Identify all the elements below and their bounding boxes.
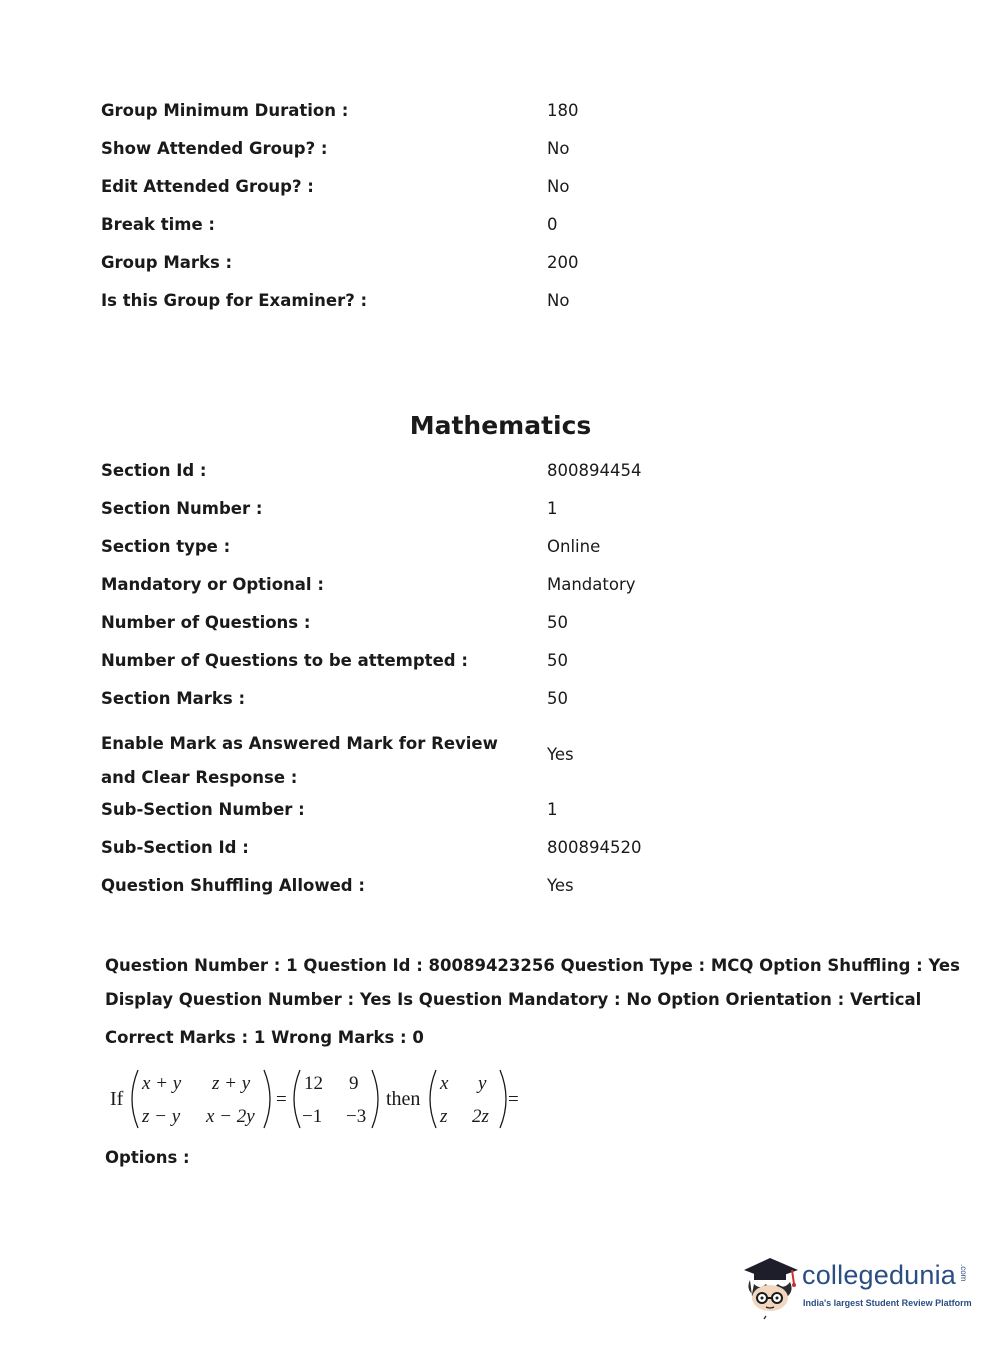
matrix2-right-paren (372, 1070, 378, 1128)
field-value: 180 (547, 101, 579, 120)
field-label: Section Id : (101, 461, 207, 480)
field-value: 50 (547, 689, 568, 708)
matrix2-cell: −1 (302, 1106, 323, 1127)
field-label: Number of Questions : (101, 613, 311, 632)
group-info-row (101, 138, 901, 176)
matrix3-cell: 2z (472, 1106, 489, 1127)
matrix3-left-paren (430, 1070, 436, 1128)
math-if-text: If (110, 1088, 124, 1110)
section-field-row (101, 612, 901, 650)
field-value: 1 (547, 800, 558, 819)
field-value: No (547, 177, 570, 196)
question-math-expression (106, 1064, 526, 1134)
student-mascot-icon (740, 1250, 802, 1320)
field-value: 800894520 (547, 838, 642, 857)
options-label: Options : (105, 1148, 190, 1167)
group-info-row (101, 100, 901, 138)
matrix3-cell: y (478, 1073, 487, 1094)
logo-suffix: .com (959, 1264, 968, 1282)
group-info-row (101, 290, 901, 328)
field-label: Break time : (101, 215, 216, 234)
logo-tagline: India's largest Student Review Platform (803, 1298, 972, 1308)
field-label: Section Marks : (101, 689, 246, 708)
field-value: 800894454 (547, 461, 642, 480)
field-label: Enable Mark as Answered Mark for Review and Clear Response : (101, 734, 498, 787)
field-value: Yes (547, 876, 574, 895)
field-label: Is this Group for Examiner? : (101, 291, 368, 310)
matrix1-cell: z − y (142, 1106, 181, 1127)
matrix3-cell: x (440, 1073, 449, 1094)
matrix1-cell: x + y (142, 1073, 182, 1094)
field-value: Yes (547, 745, 574, 764)
group-info-row (101, 214, 901, 252)
math-equals-sign: = (276, 1089, 287, 1110)
field-label: Group Marks : (101, 253, 233, 272)
math-equals-sign: = (508, 1089, 519, 1110)
question-meta-line-2: Display Question Number : Yes Is Question Mandatory : No Option Orientation : Vertical (105, 990, 922, 1009)
section-field-row (101, 574, 901, 612)
matrix2-cell: 9 (349, 1073, 359, 1094)
section-field-row (101, 650, 901, 688)
question-meta-line-1: Question Number : 1 Question Id : 80089423256 Question Type : MCQ Option Shuffling : Yes (105, 956, 960, 975)
section-field-row (101, 460, 901, 498)
collegedunia-logo (740, 1250, 970, 1320)
group-info-row (101, 252, 901, 290)
matrix2-cell: −3 (346, 1106, 367, 1127)
field-value: No (547, 139, 570, 158)
matrix1-right-paren (264, 1070, 270, 1128)
matrix2-left-paren (294, 1070, 300, 1128)
matrix1-cell: x − 2y (206, 1106, 255, 1127)
matrix1-left-paren (132, 1070, 138, 1128)
section-field-row (101, 837, 901, 875)
field-label: Show Attended Group? : (101, 139, 328, 158)
question-marks-line: Correct Marks : 1 Wrong Marks : 0 (105, 1028, 424, 1047)
field-label: Question Shuffling Allowed : (101, 876, 365, 895)
section-field-row (101, 799, 901, 837)
section-field-row (101, 498, 901, 536)
field-label: Mandatory or Optional : (101, 575, 324, 594)
field-value: No (547, 291, 570, 310)
field-value: 50 (547, 651, 568, 670)
section-field-row (101, 688, 901, 726)
section-title: Mathematics (409, 411, 592, 440)
field-label: Edit Attended Group? : (101, 177, 314, 196)
field-label: Group Minimum Duration : (101, 101, 349, 120)
field-value: 1 (547, 499, 558, 518)
matrix3-right-paren (500, 1070, 506, 1128)
field-label: Sub-Section Number : (101, 800, 305, 819)
field-label: Sub-Section Id : (101, 838, 249, 857)
field-value: 0 (547, 215, 558, 234)
field-label: Number of Questions to be attempted : (101, 651, 468, 670)
field-value: Mandatory (547, 575, 636, 594)
section-field-row (101, 733, 901, 793)
matrix3-cell: z (440, 1106, 448, 1127)
matrix2-cell: 12 (304, 1073, 323, 1094)
logo-wordmark: collegedunia (802, 1260, 957, 1290)
group-info-row (101, 176, 901, 214)
field-value: 200 (547, 253, 579, 272)
field-value: 50 (547, 613, 568, 632)
section-field-row (101, 875, 901, 913)
matrix1-cell: z + y (212, 1073, 251, 1094)
section-field-row (101, 536, 901, 574)
field-label: Section type : (101, 537, 231, 556)
field-value: Online (547, 537, 601, 556)
math-then-text: then (386, 1088, 421, 1110)
field-label: Section Number : (101, 499, 263, 518)
